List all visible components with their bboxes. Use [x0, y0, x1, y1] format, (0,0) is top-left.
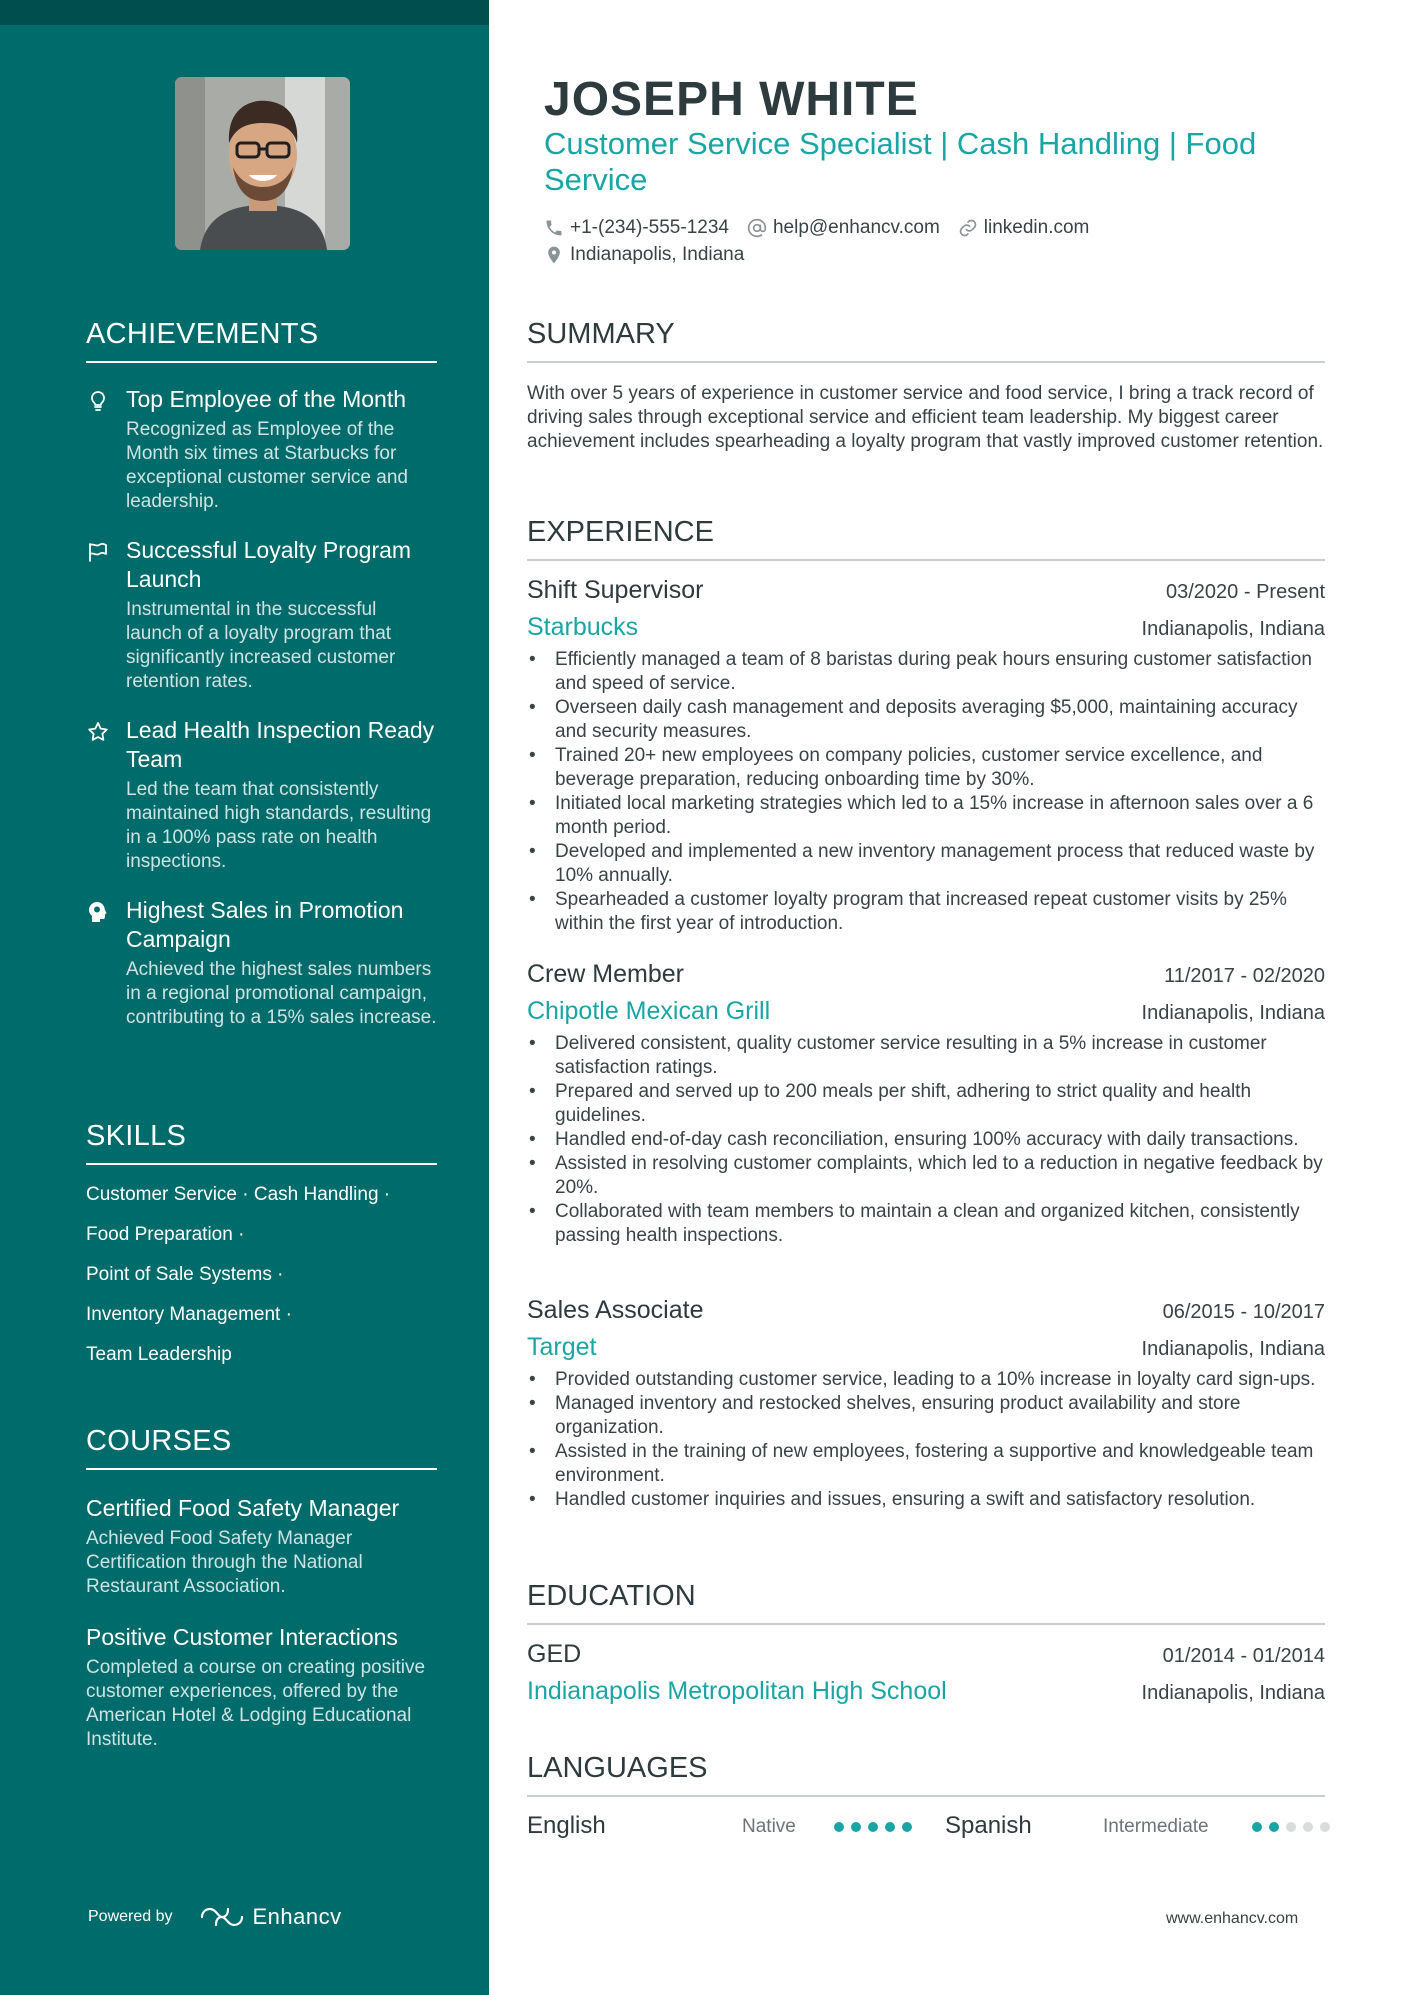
- job-entry: [527, 960, 1325, 1248]
- job-title: Crew Member: [527, 960, 684, 988]
- job-bullet: • Initiated local marketing strategies which led to a 15% increase in afternoon sales over a 6 month period.: [527, 792, 1325, 840]
- achievement-title: Lead Health Inspection Ready Team: [126, 717, 435, 772]
- candidate-name: JOSEPH WHITE: [544, 73, 919, 126]
- proficiency-dot-empty: [1320, 1822, 1330, 1832]
- footer-website[interactable]: www.enhancv.com: [1166, 1910, 1299, 1927]
- job-bullet: • Spearheaded a customer loyalty program that increased repeat customer visits by 25% within the first year of introduction.: [527, 888, 1325, 936]
- course-description: Achieved Food Safety Manager Certification through the National Restaurant Association.: [86, 1528, 363, 1597]
- job-dates: 11/2017 - 02/2020: [1164, 965, 1325, 987]
- job-title: Sales Associate: [527, 1296, 704, 1324]
- phone-icon: [544, 218, 564, 238]
- achievement-description: Led the team that consistently maintained high standards, resulting in a 100% pass rate on health inspections.: [126, 779, 432, 872]
- course-title: Positive Customer Interactions: [86, 1624, 398, 1650]
- language-level: Native: [742, 1816, 796, 1837]
- skills-list: [86, 1183, 437, 1367]
- job-bullet: • Efficiently managed a team of 8 baristas during peak hours ensuring customer satisfaction and speed of service.: [527, 648, 1325, 696]
- languages-list: [527, 1810, 1325, 1842]
- job-company: Starbucks: [527, 613, 639, 641]
- courses-section: [86, 1425, 437, 1752]
- brand-logo[interactable]: [199, 1904, 342, 1930]
- contact-info: [544, 214, 1324, 268]
- language-proficiency: [834, 1822, 919, 1832]
- job-bullet: • Provided outstanding customer service, leading to a 10% increase in loyalty card sign-ups.: [527, 1368, 1325, 1392]
- summary-title: SUMMARY: [527, 318, 1325, 363]
- education-dates: 01/2014 - 01/2014: [1162, 1645, 1325, 1667]
- achievement-item: [86, 385, 437, 514]
- proficiency-dot-filled: [902, 1822, 912, 1832]
- job-bullet: • Handled customer inquiries and issues, ensuring a swift and satisfactory resolution.: [527, 1488, 1325, 1512]
- language-level: Intermediate: [1103, 1816, 1209, 1837]
- proficiency-dot-filled: [834, 1822, 844, 1832]
- at-sign-icon: [747, 218, 767, 238]
- powered-by: [88, 1904, 342, 1930]
- contact-email[interactable]: [747, 217, 940, 239]
- languages-title: LANGUAGES: [527, 1752, 1325, 1797]
- achievement-description: Achieved the highest sales numbers in a regional promotional campaign, contributing to a 15% sales increase.: [126, 959, 437, 1028]
- candidate-headline: Customer Service Specialist | Cash Handling | Food Service: [544, 126, 1257, 197]
- job-dates: 06/2015 - 10/2017: [1162, 1301, 1325, 1323]
- skills-title: SKILLS: [86, 1120, 437, 1165]
- education-title: EDUCATION: [527, 1580, 1325, 1625]
- language-proficiency: [1252, 1822, 1337, 1832]
- location-pin-icon: [544, 245, 564, 265]
- contact-phone[interactable]: [544, 217, 729, 239]
- job-bullet: • Delivered consistent, quality customer service resulting in a 5% increase in customer satisfaction ratings.: [527, 1032, 1325, 1080]
- achievements-title: ACHIEVEMENTS: [86, 318, 437, 363]
- job-bullet: • Prepared and served up to 200 meals per shift, adhering to strict quality and health guidelines.: [527, 1080, 1325, 1128]
- job-entry: [527, 576, 1325, 936]
- education-school: Indianapolis Metropolitan High School: [527, 1677, 947, 1705]
- powered-by-label: Powered by: [88, 1908, 173, 1925]
- sidebar: [0, 0, 489, 1995]
- education-entry: [527, 1640, 1325, 1706]
- achievements-section: [86, 318, 437, 1030]
- achievement-item: [86, 896, 437, 1030]
- location-text: Indianapolis, Indiana: [570, 243, 745, 265]
- summary-text: With over 5 years of experience in customer service and food service, I bring a track record of driving sales through exceptional service and efficient team leadership. My biggest career achievement includes spearheading a loyalty program that vastly improved customer retention.: [527, 383, 1324, 452]
- course-description: Completed a course on creating positive customer experiences, offered by the American Hotel & Lodging Educational Institute.: [86, 1657, 426, 1750]
- link-icon: [958, 218, 978, 238]
- language-name: English: [527, 1812, 606, 1839]
- job-bullets: [527, 1368, 1325, 1512]
- skill-line: Customer Service · Cash Handling ·: [86, 1184, 391, 1205]
- contact-linkedin[interactable]: [958, 217, 1090, 239]
- job-bullets: [527, 1032, 1325, 1248]
- courses-title: COURSES: [86, 1425, 437, 1470]
- job-location: Indianapolis, Indiana: [1141, 618, 1325, 640]
- education-degree: GED: [527, 1640, 582, 1668]
- proficiency-dot-empty: [1286, 1822, 1296, 1832]
- achievement-item: [86, 716, 437, 874]
- job-location: Indianapolis, Indiana: [1141, 1002, 1325, 1024]
- sidebar-top-bar: [0, 0, 489, 25]
- job-bullet: • Managed inventory and restocked shelves, ensuring product availability and store organization.: [527, 1392, 1325, 1440]
- proficiency-dot-filled: [885, 1822, 895, 1832]
- achievement-title: Successful Loyalty Program Launch: [126, 537, 412, 592]
- achievement-description: Instrumental in the successful launch of a loyalty program that significantly increased customer retention rates.: [126, 599, 396, 692]
- star-icon: [86, 720, 110, 744]
- proficiency-dot-empty: [1303, 1822, 1313, 1832]
- phone-text: +1-(234)-555-1234: [570, 216, 729, 238]
- contact-location: [544, 244, 744, 266]
- brand-name: Enhancv: [252, 1904, 342, 1929]
- job-company: Chipotle Mexican Grill: [527, 997, 771, 1025]
- experience-title: EXPERIENCE: [527, 516, 1325, 561]
- proficiency-dot-filled: [1252, 1822, 1262, 1832]
- job-bullet: • Developed and implemented a new inventory management process that reduced waste by 10% annually.: [527, 840, 1325, 888]
- skill-line: Inventory Management ·: [86, 1304, 292, 1325]
- flag-icon: [86, 540, 110, 564]
- job-bullet: • Trained 20+ new employees on company policies, customer service excellence, and beverage preparation, reducing onboarding time by 30%.: [527, 744, 1325, 792]
- email-text: help@enhancv.com: [772, 216, 940, 238]
- course-item: [86, 1494, 437, 1599]
- job-bullets: [527, 648, 1325, 936]
- head-idea-icon: [86, 900, 110, 924]
- education-location: Indianapolis, Indiana: [1141, 1682, 1325, 1704]
- language-name: Spanish: [945, 1812, 1032, 1839]
- course-item: [86, 1623, 437, 1752]
- job-location: Indianapolis, Indiana: [1141, 1338, 1325, 1360]
- lightbulb-icon: [86, 389, 110, 413]
- job-dates: 03/2020 - Present: [1166, 581, 1325, 603]
- job-title: Shift Supervisor: [527, 576, 704, 604]
- job-bullet: • Overseen daily cash management and deposits averaging $5,000, maintaining accuracy and security measures.: [527, 696, 1325, 744]
- skills-section: [86, 1120, 437, 1367]
- proficiency-dot-filled: [1269, 1822, 1279, 1832]
- job-bullet: • Assisted in resolving customer complaints, which led to a reduction in negative feedback by 20%.: [527, 1152, 1325, 1200]
- achievement-title: Top Employee of the Month: [126, 386, 406, 412]
- job-bullet: • Handled end-of-day cash reconciliation, ensuring 100% accuracy with daily transactions.: [527, 1128, 1325, 1152]
- job-bullet: • Collaborated with team members to maintain a clean and organized kitchen, consistently passing health inspections.: [527, 1200, 1325, 1248]
- course-title: Certified Food Safety Manager: [86, 1495, 400, 1521]
- achievement-description: Recognized as Employee of the Month six times at Starbucks for exceptional customer service and leadership.: [126, 419, 408, 512]
- skill-line: Point of Sale Systems ·: [86, 1264, 284, 1285]
- achievement-item: [86, 536, 437, 694]
- skill-line: Food Preparation ·: [86, 1224, 245, 1245]
- job-bullet: • Assisted in the training of new employees, fostering a supportive and knowledgeable team environment.: [527, 1440, 1325, 1488]
- enhancv-logo-icon: [199, 1905, 245, 1929]
- job-entry: [527, 1296, 1325, 1512]
- linkedin-text: linkedin.com: [983, 216, 1090, 238]
- achievement-title: Highest Sales in Promotion Campaign: [126, 897, 404, 952]
- avatar: [175, 77, 350, 250]
- proficiency-dot-filled: [851, 1822, 861, 1832]
- skill-line: Team Leadership: [86, 1344, 232, 1365]
- proficiency-dot-filled: [868, 1822, 878, 1832]
- job-company: Target: [527, 1333, 597, 1361]
